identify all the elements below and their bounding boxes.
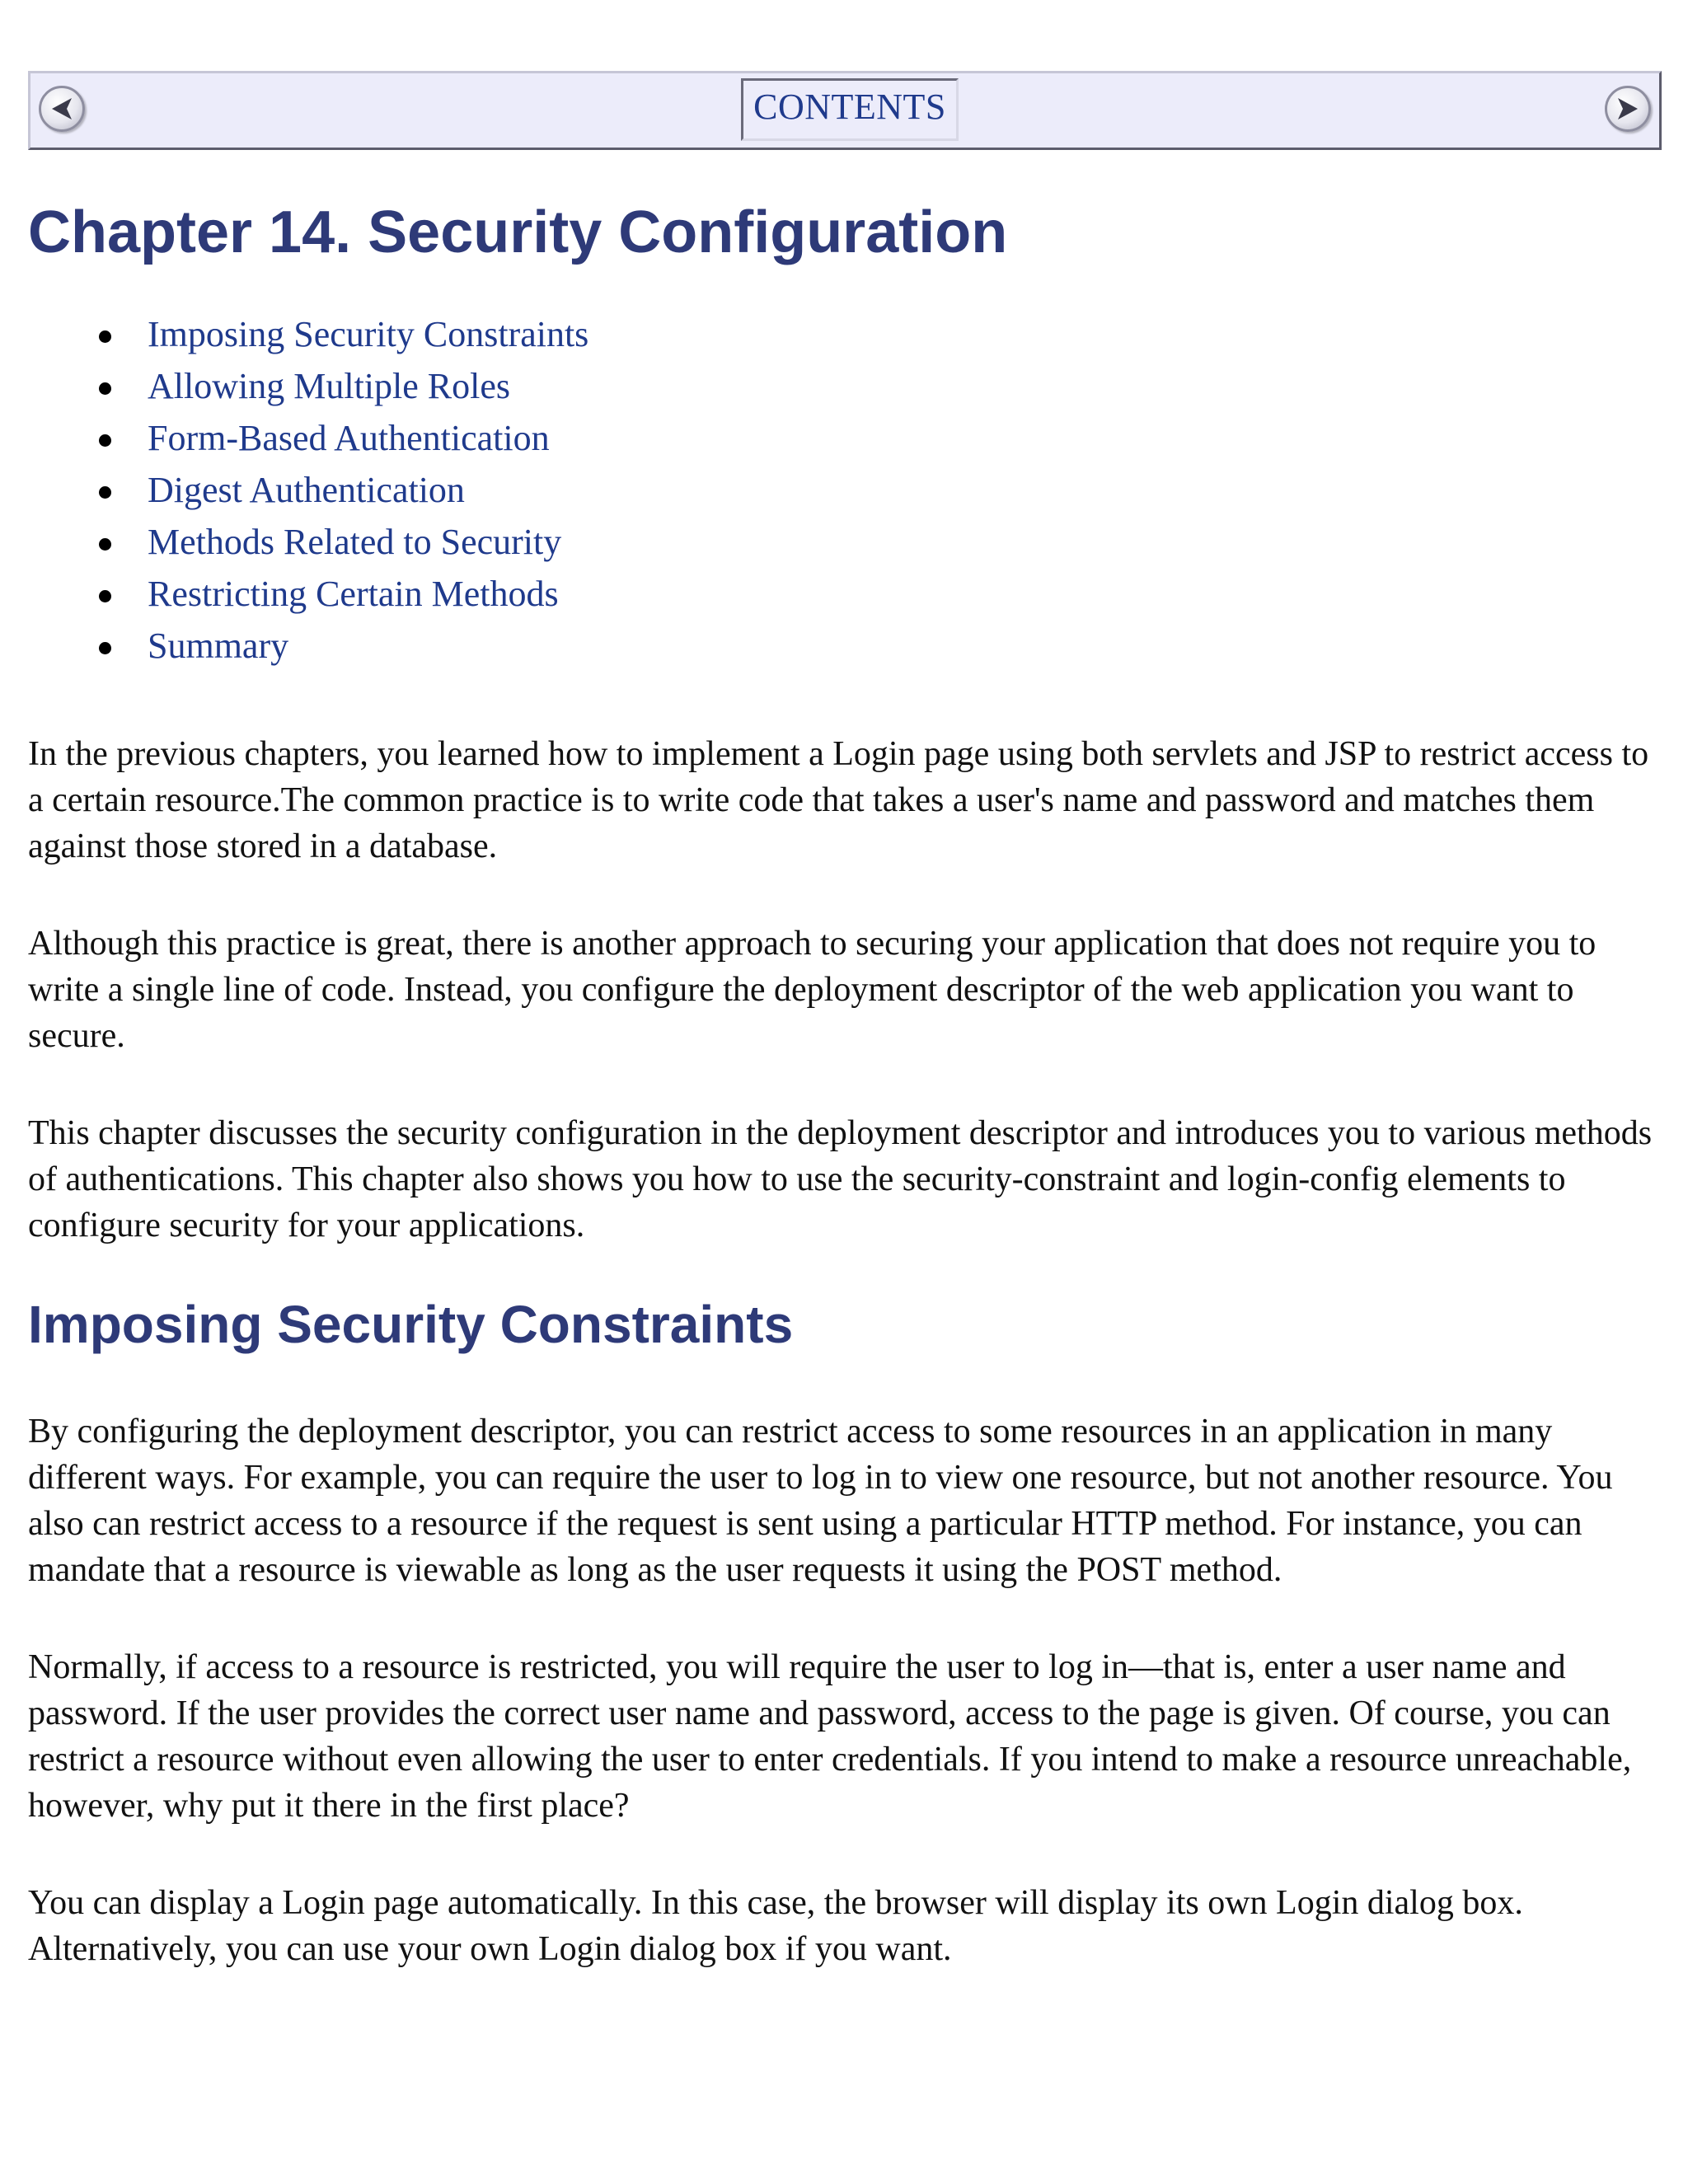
intro-paragraph: This chapter discusses the security configuration in the deployment descriptor and introduces you to various methods of authentications. This chapter also shows you how to use the security-constraint and login-config elements to configure security for your applications. [28, 1114, 1653, 1244]
bullet-icon [99, 486, 111, 499]
toc-item [28, 308, 1662, 360]
section-title: Imposing Security Constraints [28, 1295, 794, 1354]
toc-item [28, 464, 1662, 516]
toc-link-form-based-authentication[interactable]: Form-Based Authentication [148, 418, 550, 458]
toc-item [28, 412, 1662, 464]
toc-item [28, 620, 1662, 672]
bullet-icon [99, 590, 111, 602]
contents-link[interactable]: CONTENTS [753, 87, 946, 127]
navigation-bar [28, 71, 1662, 150]
bullet-icon [99, 382, 111, 395]
contents-cell [741, 78, 959, 141]
previous-page-button[interactable] [39, 86, 85, 132]
intro-paragraph: Although this practice is great, there is another approach to securing your application that does not require you to write a single line of code. Instead, you configure the deployment descriptor of the web application you want to secure. [28, 925, 1597, 1055]
toc-link-restricting-certain-methods[interactable]: Restricting Certain Methods [148, 574, 559, 614]
section-paragraph: You can display a Login page automatically. In this case, the browser will display its own Login dialog box. Alternatively, you can use your own Login dialog box if you want. [28, 1884, 1523, 1968]
bullet-icon [99, 330, 111, 343]
toc-link-allowing-multiple-roles[interactable]: Allowing Multiple Roles [148, 366, 510, 406]
toc-item [28, 516, 1662, 568]
section-paragraph: By configuring the deployment descriptor, you can restrict access to some resources in an application in many different ways. For example, you can require the user to log in to view one resource, but not another resource. You also can restrict access to a resource if the request is sent using a particular HTTP method. For instance, you can mandate that a resource is viewable as long as the user requests it using the POST method. [28, 1413, 1613, 1589]
toc-link-summary[interactable]: Summary [148, 626, 289, 666]
bullet-icon [99, 434, 111, 447]
next-page-button[interactable] [1605, 86, 1651, 132]
chapter-title: Chapter 14. Security Configuration [28, 199, 1008, 265]
toc-item [28, 360, 1662, 412]
toc-link-imposing-security-constraints[interactable]: Imposing Security Constraints [148, 314, 589, 354]
section-paragraph: Normally, if access to a resource is restricted, you will require the user to log in—that is, enter a user name and password. If the user provides the correct user name and password, access to the page is given. Of course, you can restrict a resource without even allowing the user to enter credentials. If you intend to make a resource unreachable, however, why put it there in the first place? [28, 1648, 1632, 1825]
bullet-icon [99, 538, 111, 551]
arrow-right-icon [1607, 88, 1648, 129]
intro-paragraph: In the previous chapters, you learned how to implement a Login page using both servlets and JSP to restrict access to a certain resource.The common practice is to write code that takes a user's name and password and matches them against those stored in a database. [28, 735, 1649, 865]
toc-item [28, 568, 1662, 620]
toc-link-digest-authentication[interactable]: Digest Authentication [148, 470, 465, 510]
chapter-toc [28, 308, 1662, 672]
toc-link-methods-related-to-security[interactable]: Methods Related to Security [148, 522, 562, 562]
page [28, 71, 1662, 1972]
arrow-left-icon [41, 88, 82, 129]
bullet-icon [99, 642, 111, 654]
